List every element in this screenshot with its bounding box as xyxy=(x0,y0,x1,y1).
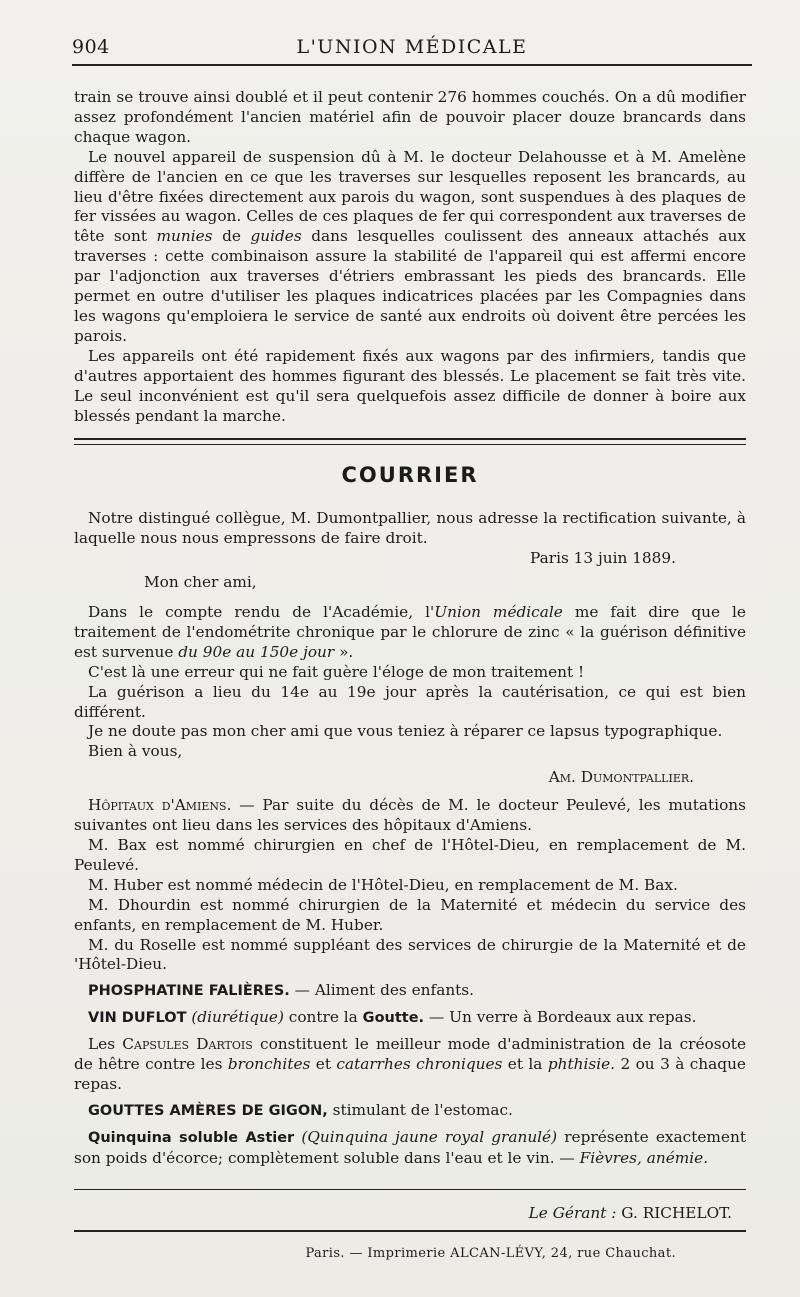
ad-quinquina-astier: Quinquina soluble Astier (Quinquina jaune royal granulé) représente exactement son poids d'écorce; complètement soluble dans l'eau et le vin. — Fièvres, anémie. xyxy=(74,1127,746,1167)
article-paragraph-3: Les appareils ont été rapidement fixés aux wagons par des infirmiers, tandis que d'autres apportaient des hommes figurant des blessés. Le placement se fait très vite. Le seul inconvénient est qu'il sera quelquefois assez difficile de donner à boire aux blessés pendant la marche. xyxy=(74,346,746,425)
letter-salutation: Mon cher ami, xyxy=(144,573,257,592)
ad-capsules-dartois: Les Capsules Dartois constituent le meilleur mode d'administration de la créosote de hêtre contre les bronchites et catarrhes chroniques et la phthisie. 2 ou 3 à chaque repas. xyxy=(74,1035,746,1093)
article-paragraph-2: Le nouvel appareil de suspension dû à M. le docteur Delahousse et à M. Amelène diffère de l'ancien en ce que les traverses sur lesquelles reposent les brancards, au lieu d'être fixées directement aux parois du wagon, sont suspendues à des plaques de fer vissées au wagon. Celles de ces plaques de fer qui correspondent aux traverses de tête sont munies de guides dans lesquelles coulissent des anneaux attachés aux traverses : cette combinaison assure la stabilité de l'appareil qui est affermi encore par l'adjonction aux traverses d'étriers embrassant les pieds des brancards. Elle permet en outre d'utiliser les plaques indicatrices placées par les Compagnies dans les wagons qu'emploiera le service de santé aux endroits où doivent être percées les parois. xyxy=(74,147,747,345)
article-paragraph-1: train se trouve ainsi doublé et il peut contenir 276 hommes couchés. On a dû modifier assez profondément l'ancien matériel afin de pouvoir placer douze brancards dans chaque wagon. xyxy=(74,88,746,146)
hopitaux-nomination-4: M. du Roselle est nommé suppléant des services de chirurgie de la Maternité et de 'Hôtel-Dieu. xyxy=(74,935,746,974)
letter-closing: Bien à vous, xyxy=(88,742,183,761)
gerant-line: Le Gérant : G. RICHELOT. xyxy=(528,1203,732,1222)
header-rule xyxy=(72,64,752,66)
ad-phosphatine: PHOSPHATINE FALIÈRES. — Aliment des enfants. xyxy=(88,981,475,1000)
footer-rule-bottom xyxy=(74,1230,746,1232)
hopitaux-label: Hôpitaux d'Amiens. xyxy=(88,796,232,815)
ad-gouttes-gigon: GOUTTES AMÈRES DE GIGON, stimulant de l'estomac. xyxy=(88,1100,513,1119)
courrier-intro: Notre distingué collègue, M. Dumontpallier, nous adresse la rectification suivante, à laquelle nous nous empressons de faire droit. xyxy=(74,509,746,548)
page-content xyxy=(74,88,746,1263)
letter-paragraph-3: La guérison a lieu du 14e au 19e jour après la cautérisation, ce qui est bien différent. xyxy=(74,682,746,721)
page-number: 904 xyxy=(72,36,110,58)
letter-signature: Am. Dumontpallier. xyxy=(548,768,694,787)
hopitaux-nomination-2: M. Huber est nommé médecin de l'Hôtel-Dieu, en remplacement de M. Bax. xyxy=(88,875,678,894)
letter-paragraph-4: Je ne doute pas mon cher ami que vous teniez à réparer ce lapsus typographique. xyxy=(88,722,723,741)
letter-paragraph-2: C'est là une erreur qui ne fait guère l'éloge de mon traitement ! xyxy=(88,662,585,681)
footer-rule xyxy=(74,1189,746,1190)
page-header xyxy=(72,36,752,66)
section-divider xyxy=(74,438,746,445)
letter-paragraph-1: Dans le compte rendu de l'Académie, l'Union médicale me fait dire que le traitement de l'endométrite chronique par le chlorure de zinc « la guérison définitive est survenue du 90e au 150e jour ». xyxy=(74,603,746,661)
section-title-courrier: COURRIER xyxy=(341,463,479,488)
printer-imprint: Paris. — Imprimerie ALCAN-LÉVY, 24, rue Chauchat. xyxy=(305,1245,676,1261)
hopitaux-nomination-1: M. Bax est nommé chirurgien en chef de l'Hôtel-Dieu, en remplacement de M. Peulevé. xyxy=(74,836,746,874)
hopitaux-intro: Hôpitaux d'Amiens. — Par suite du décès de M. le docteur Peulevé, les mutations suivantes ont lieu dans les services des hôpitaux d'Amiens. xyxy=(74,796,746,835)
running-head: L'UNION MÉDICALE xyxy=(296,36,528,58)
hopitaux-nomination-3: M. Dhourdin est nommé chirurgien de la Maternité et médecin du service des enfants, en remplacement de M. Huber. xyxy=(74,895,746,934)
letter-dateline: Paris 13 juin 1889. xyxy=(530,549,676,568)
ad-vin-duflot: VIN DUFLOT (diurétique) contre la Goutte. — Un verre à Bordeaux aux repas. xyxy=(88,1008,697,1027)
